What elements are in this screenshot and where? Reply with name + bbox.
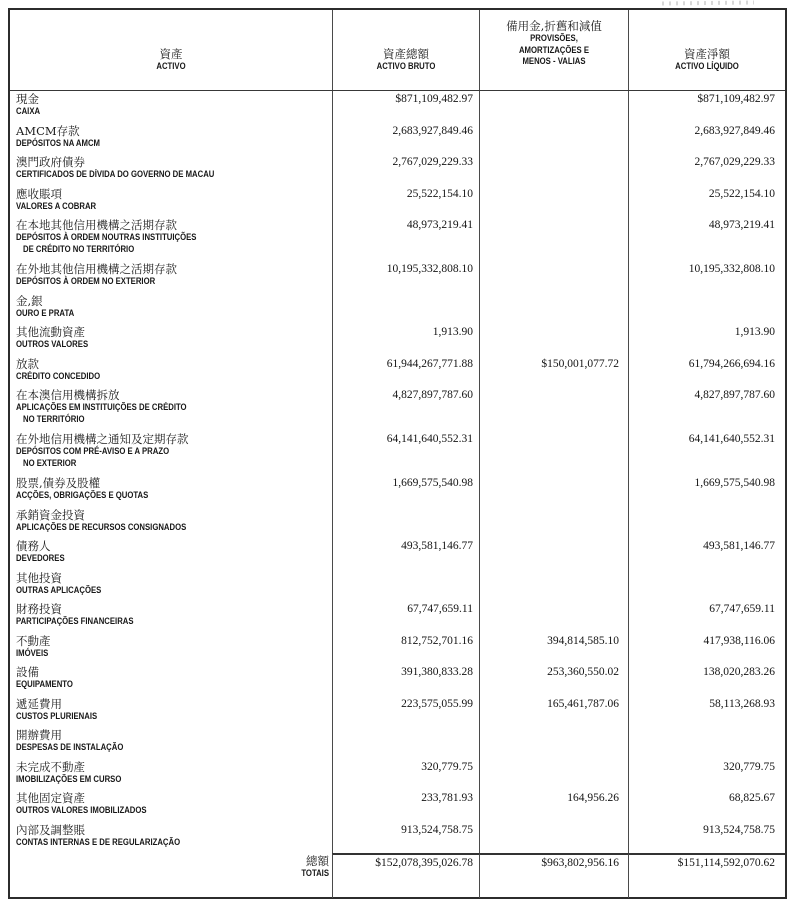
row-label-zh: 其他投資 [16,570,62,585]
row-label [10,475,332,507]
header-assets-zh: 資產 [159,47,183,61]
cell-net-amount: 493,581,146.77 [628,538,785,570]
cell-provisions-amount: 253,360,550.02 [479,664,628,696]
header-net-zh: 資產淨額 [684,47,730,61]
table-body [10,91,785,853]
cell-gross-amount: 233,781.93 [332,790,479,822]
asset-row [10,507,785,539]
cell-provisions-amount: 394,814,585.10 [479,633,628,665]
cell-gross-amount: 48,973,219.41 [332,217,479,261]
asset-row [10,154,785,186]
row-label-pt: NO EXTERIOR [23,457,77,468]
totals-gross-amount: $152,078,395,026.78 [332,853,479,898]
row-label [10,324,332,356]
table-header-row [10,10,785,91]
row-label-zh: 在外地信用機構之通知及定期存款 [16,432,189,446]
row-label-zh: 內部及調整賬 [16,822,85,837]
row-label-pt: APLICAÇÕES DE RECURSOS CONSIGNADOS [16,521,187,532]
cell-provisions-amount [479,431,628,475]
scan-noise-artifact [662,1,754,6]
cell-provisions-amount [479,217,628,261]
cell-net-amount: 67,747,659.11 [628,601,785,633]
row-label [10,759,332,791]
row-label-pt: CRÉDITO CONCEDIDO [16,370,101,381]
row-label-pt: CERTIFICADOS DE DÍVIDA DO GOVERNO DE MACAU [16,169,215,179]
cell-gross-amount [332,507,479,539]
row-label-pt: PARTICIPAÇÕES FINANCEIRAS [16,616,134,626]
cell-net-amount: 913,524,758.75 [628,822,785,854]
cell-net-amount [628,727,785,759]
row-label-pt: OUTRAS APLICAÇÕES [16,584,102,595]
cell-gross-amount: 493,581,146.77 [332,538,479,570]
row-label-pt: DESPESAS DE INSTALAÇÃO [16,742,124,752]
row-label [10,186,332,218]
asset-row [10,217,785,261]
row-label-zh: 其他流動資產 [16,325,85,339]
row-label-pt: APLICAÇÕES EM INSTITUIÇÕES DE CRÉDITO [16,402,187,412]
asset-row [10,633,785,665]
header-gross [332,10,479,90]
cell-gross-amount: 320,779.75 [332,759,479,791]
cell-gross-amount: 1,913.90 [332,324,479,356]
cell-net-amount: 320,779.75 [628,759,785,791]
row-label [10,154,332,186]
row-label [10,633,332,665]
row-label-zh: 現金 [16,92,39,106]
row-label-zh: 在本澳信用機構拆放 [16,388,120,402]
cell-gross-amount: 223,575,055.99 [332,696,479,728]
row-label-zh: 應收賬項 [16,186,62,201]
asset-row [10,431,785,475]
asset-row [10,790,785,822]
cell-gross-amount: 64,141,640,552.31 [332,431,479,475]
header-provisions-pt-line1: PROVISÕES, [530,33,578,43]
cell-net-amount: $871,109,482.97 [628,91,785,123]
asset-row [10,822,785,854]
asset-row [10,538,785,570]
row-label-pt: VALORES A COBRAR [16,200,97,211]
cell-provisions-amount [479,538,628,570]
asset-row [10,570,785,602]
row-label-zh: 股票,債券及股權 [16,476,101,490]
asset-row [10,324,785,356]
cell-gross-amount: 391,380,833.28 [332,664,479,696]
cell-net-amount: 1,913.90 [628,324,785,356]
row-label-pt: DEPÓSITOS COM PRÉ-AVISO E A PRAZO [16,446,170,456]
asset-row [10,293,785,325]
header-assets-pt: ACTIVO [156,61,186,71]
asset-row [10,356,785,388]
cell-provisions-amount [479,822,628,854]
row-label [10,570,332,602]
cell-provisions-amount: 164,956.26 [479,790,628,822]
row-label [10,822,332,854]
totals-provisions-amount: $963,802,956.16 [479,853,628,898]
cell-provisions-amount [479,154,628,186]
asset-row [10,664,785,696]
row-label-zh: 放款 [16,356,39,371]
header-provisions-zh: 備用金,折舊和減值 [506,19,602,33]
asset-row [10,123,785,155]
row-label-pt: IMOBILIZAÇÕES EM CURSO [16,773,122,784]
row-label [10,123,332,155]
cell-net-amount [628,570,785,602]
row-label [10,538,332,570]
row-label-zh: 承銷資金投資 [16,507,85,522]
row-label-pt: OUTROS VALORES IMOBILIZADOS [16,805,147,815]
row-label-zh: 開辦費用 [16,728,62,742]
cell-net-amount: 138,020,283.26 [628,664,785,696]
cell-net-amount [628,293,785,325]
row-label-pt: DEVEDORES [16,553,65,563]
cell-gross-amount: 61,944,267,771.88 [332,356,479,388]
cell-provisions-amount [479,293,628,325]
cell-gross-amount: 4,827,897,787.60 [332,387,479,431]
row-label-pt: DEPÓSITOS À ORDEM NO EXTERIOR [16,276,156,286]
row-label [10,356,332,388]
row-label [10,696,332,728]
row-label [10,261,332,293]
header-provisions-pt-line2: AMORTIZAÇÕES E [518,44,590,55]
totals-row [10,853,785,898]
asset-row [10,696,785,728]
cell-net-amount: 61,794,266,694.16 [628,356,785,388]
cell-gross-amount [332,570,479,602]
cell-gross-amount: 2,767,029,229.33 [332,154,479,186]
row-label [10,507,332,539]
row-label-zh: AMCM存款 [16,123,80,138]
cell-gross-amount: 2,683,927,849.46 [332,123,479,155]
row-label-zh: 金,銀 [16,293,43,308]
row-label [10,601,332,633]
cell-provisions-amount [479,186,628,218]
cell-net-amount: 1,669,575,540.98 [628,475,785,507]
asset-row [10,261,785,293]
cell-net-amount: 58,113,268.93 [628,696,785,728]
cell-net-amount: 10,195,332,808.10 [628,261,785,293]
totals-label-zh: 總額 [306,854,329,868]
row-label [10,387,332,431]
row-label-zh: 其他固定資產 [16,791,85,805]
cell-provisions-amount: $150,001,077.72 [479,356,628,388]
row-label-pt: DEPÓSITOS À ORDEM NOUTRAS INSTITUIÇÕES [16,232,197,242]
cell-provisions-amount: 165,461,787.06 [479,696,628,728]
row-label-zh: 債務人 [16,539,51,553]
row-label [10,91,332,123]
row-label [10,664,332,696]
row-label [10,217,332,261]
row-label-pt: CUSTOS PLURIENAIS [16,710,98,721]
row-label-zh: 在外地其他信用機構之活期存款 [16,262,177,276]
cell-net-amount: 4,827,897,787.60 [628,387,785,431]
row-label-zh: 不動產 [16,633,51,648]
row-label-pt: DE CRÉDITO NO TERRITÓRIO [23,243,135,254]
cell-net-amount: 68,825.67 [628,790,785,822]
cell-provisions-amount [479,570,628,602]
asset-row [10,727,785,759]
cell-provisions-amount [479,475,628,507]
cell-gross-amount [332,293,479,325]
cell-gross-amount [332,727,479,759]
cell-gross-amount: 1,669,575,540.98 [332,475,479,507]
cell-net-amount: 64,141,640,552.31 [628,431,785,475]
row-label-zh: 遞延費用 [16,696,62,711]
cell-gross-amount: $871,109,482.97 [332,91,479,123]
cell-provisions-amount [479,727,628,759]
cell-net-amount: 2,767,029,229.33 [628,154,785,186]
row-label-zh: 澳門政府債券 [16,155,85,169]
assets-table [8,8,787,899]
row-label [10,790,332,822]
totals-net-amount: $151,114,592,070.62 [628,853,785,898]
row-label [10,727,332,759]
asset-row [10,759,785,791]
cell-net-amount: 25,522,154.10 [628,186,785,218]
row-label-pt: ACÇÕES, OBRIGAÇÕES E QUOTAS [16,490,149,500]
totals-label-pt: TOTAIS [301,868,329,878]
cell-provisions-amount [479,91,628,123]
cell-gross-amount: 67,747,659.11 [332,601,479,633]
row-label-pt: NO TERRITÓRIO [23,413,85,424]
header-provisions-pt-line3: MENOS - VALIAS [522,56,586,66]
row-label [10,293,332,325]
cell-gross-amount: 812,752,701.16 [332,633,479,665]
asset-row [10,91,785,123]
row-label-pt: EQUIPAMENTO [16,679,73,689]
row-label-zh: 在本地其他信用機構之活期存款 [16,218,177,232]
cell-provisions-amount [479,507,628,539]
asset-row [10,475,785,507]
cell-net-amount: 2,683,927,849.46 [628,123,785,155]
cell-provisions-amount [479,324,628,356]
row-label-pt: OURO E PRATA [16,307,75,318]
row-label-pt: DEPÓSITOS NA AMCM [16,137,101,148]
header-net [628,10,785,90]
cell-gross-amount: 913,524,758.75 [332,822,479,854]
header-gross-pt: ACTIVO BRUTO [376,61,436,71]
row-label-pt: IMÓVEIS [16,647,49,658]
asset-row [10,387,785,431]
row-label-zh: 未完成不動產 [16,759,85,774]
cell-provisions-amount [479,123,628,155]
row-label-pt: OUTROS VALORES [16,339,89,349]
row-label [10,431,332,475]
row-label-zh: 設備 [16,665,39,679]
row-label-pt: CAIXA [16,106,41,116]
header-provisions [479,10,628,90]
header-gross-zh: 資產總額 [383,47,429,61]
cell-net-amount: 417,938,116.06 [628,633,785,665]
row-label-zh: 財務投資 [16,602,62,616]
totals-label [10,853,332,898]
row-label-pt: CONTAS INTERNAS E DE REGULARIZAÇÃO [16,836,181,847]
cell-provisions-amount [479,759,628,791]
cell-gross-amount: 10,195,332,808.10 [332,261,479,293]
asset-row [10,601,785,633]
cell-provisions-amount [479,387,628,431]
cell-net-amount [628,507,785,539]
header-assets [10,10,332,90]
asset-row [10,186,785,218]
cell-provisions-amount [479,601,628,633]
cell-provisions-amount [479,261,628,293]
cell-gross-amount: 25,522,154.10 [332,186,479,218]
header-net-pt: ACTIVO LÍQUIDO [675,61,739,71]
cell-net-amount: 48,973,219.41 [628,217,785,261]
